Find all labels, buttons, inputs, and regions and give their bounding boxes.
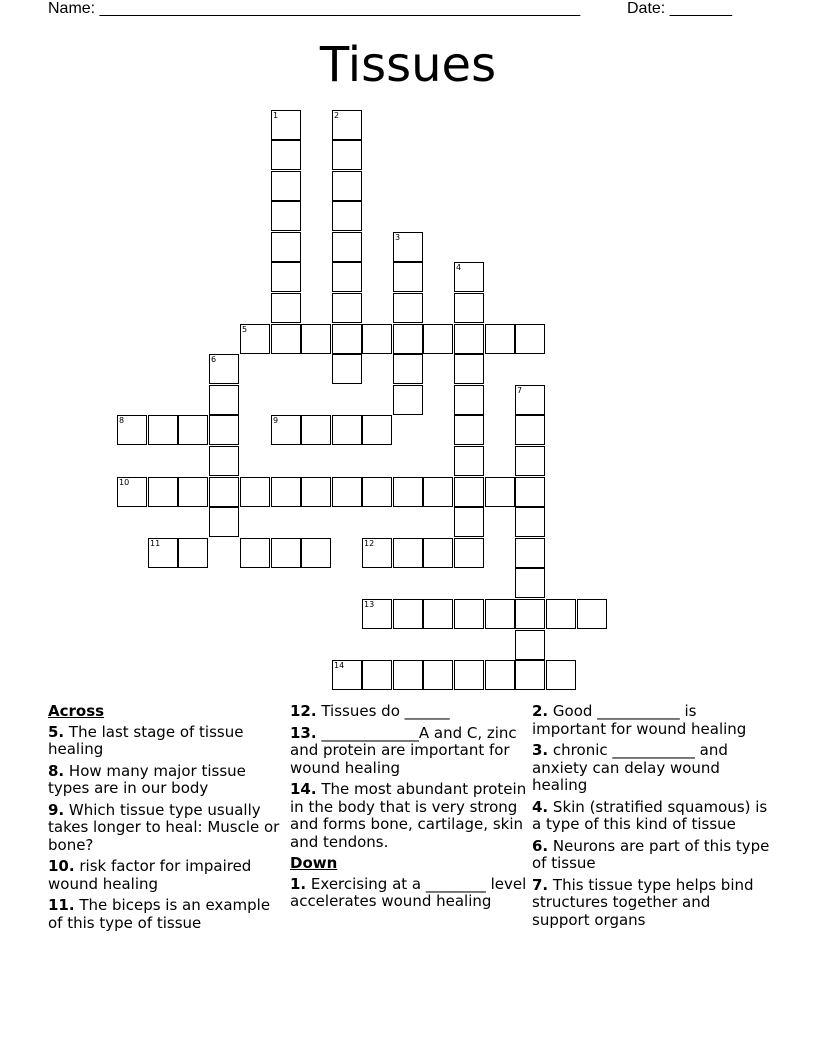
clue-across-5	[48, 724, 280, 759]
clues-column-2	[290, 703, 528, 915]
grid-cell[interactable]	[332, 110, 362, 140]
clue-across-14	[290, 781, 528, 851]
grid-cell[interactable]	[362, 599, 392, 629]
clue-number: 7.	[532, 875, 549, 894]
grid-cell[interactable]	[332, 660, 362, 690]
cell-number: 1	[273, 111, 279, 120]
grid-cell[interactable]	[515, 477, 545, 507]
grid-cell[interactable]	[393, 660, 423, 690]
grid-cell[interactable]	[454, 507, 484, 537]
grid-cell[interactable]	[209, 446, 239, 476]
grid-cell[interactable]	[240, 324, 270, 354]
grid-cell[interactable]	[393, 293, 423, 323]
grid-cell[interactable]	[332, 201, 362, 231]
clue-number: 8.	[48, 761, 65, 780]
clue-down-6	[532, 838, 772, 873]
grid-cell[interactable]	[148, 415, 178, 445]
grid-cell[interactable]	[515, 446, 545, 476]
grid-cell[interactable]	[209, 385, 239, 415]
clues-column-3	[532, 703, 772, 933]
clue-number: 5.	[48, 722, 65, 741]
grid-cell[interactable]	[178, 415, 208, 445]
clue-text: Which tissue type usually takes longer to heal: Muscle or bone?	[48, 800, 280, 854]
clue-text: chronic ___________ and anxiety can delay wound healing	[532, 741, 728, 794]
clue-text: Tissues do ______	[321, 702, 450, 720]
cell-number: 6	[211, 355, 217, 364]
across-heading: Across	[48, 702, 105, 720]
cell-number: 8	[119, 416, 125, 425]
grid-cell[interactable]	[332, 140, 362, 170]
clue-text: The biceps is an example of this type of tissue	[48, 896, 271, 932]
grid-cell[interactable]	[546, 660, 576, 690]
grid-cell[interactable]	[423, 477, 453, 507]
grid-cell[interactable]	[271, 232, 301, 262]
grid-cell[interactable]	[393, 477, 423, 507]
grid-cell[interactable]	[362, 660, 392, 690]
grid-cell[interactable]	[515, 538, 545, 568]
grid-cell[interactable]	[209, 477, 239, 507]
grid-cell[interactable]	[271, 201, 301, 231]
grid-cell[interactable]	[454, 415, 484, 445]
grid-cell[interactable]	[454, 293, 484, 323]
grid-cell[interactable]	[454, 354, 484, 384]
grid-cell[interactable]	[271, 293, 301, 323]
grid-cell[interactable]	[577, 599, 607, 629]
clue-text: This tissue type helps bind structures together and support organs	[532, 875, 754, 929]
grid-cell[interactable]	[148, 538, 178, 568]
cell-number: 10	[119, 478, 130, 487]
grid-cell[interactable]	[271, 171, 301, 201]
grid-cell[interactable]	[209, 415, 239, 445]
clue-text: Exercising at a ________ level accelerates wound healing	[290, 874, 527, 910]
grid-cell[interactable]	[485, 324, 515, 354]
clue-text: Skin (stratified squamous) is a type of this kind of tissue	[532, 797, 768, 833]
grid-cell[interactable]	[423, 660, 453, 690]
clue-number: 6.	[532, 836, 549, 855]
grid-cell[interactable]	[423, 599, 453, 629]
grid-cell[interactable]	[271, 110, 301, 140]
grid-cell[interactable]	[515, 568, 545, 598]
grid-cell[interactable]	[393, 354, 423, 384]
grid-cell[interactable]	[485, 660, 515, 690]
grid-cell[interactable]	[332, 232, 362, 262]
grid-cell[interactable]	[209, 507, 239, 537]
grid-cell[interactable]	[332, 415, 362, 445]
grid-cell[interactable]	[423, 538, 453, 568]
clue-text: risk factor for impaired wound healing	[48, 857, 252, 893]
grid-cell[interactable]	[423, 324, 453, 354]
clue-number: 1.	[290, 874, 307, 893]
clue-number: 14.	[290, 780, 317, 798]
grid-cell[interactable]	[393, 599, 423, 629]
grid-cell[interactable]	[271, 538, 301, 568]
grid-cell[interactable]	[362, 415, 392, 445]
grid-cell[interactable]	[515, 630, 545, 660]
grid-cell[interactable]	[362, 538, 392, 568]
cell-number: 11	[150, 539, 161, 548]
date-field[interactable]: Date: _______	[627, 0, 732, 17]
grid-cell[interactable]	[515, 415, 545, 445]
name-field[interactable]: Name: ______________________________________________________	[48, 0, 581, 17]
grid-cell[interactable]	[332, 171, 362, 201]
grid-cell[interactable]	[240, 538, 270, 568]
grid-cell[interactable]	[546, 599, 576, 629]
grid-cell[interactable]	[271, 324, 301, 354]
grid-cell[interactable]	[485, 477, 515, 507]
clue-down-2	[532, 703, 772, 738]
grid-cell[interactable]	[454, 538, 484, 568]
grid-cell[interactable]	[454, 324, 484, 354]
cell-number: 7	[517, 386, 523, 395]
grid-cell[interactable]	[271, 477, 301, 507]
clue-number: 12.	[290, 702, 317, 720]
grid-cell[interactable]	[454, 385, 484, 415]
cell-number: 5	[242, 325, 248, 334]
grid-cell[interactable]	[393, 262, 423, 292]
grid-cell[interactable]	[178, 477, 208, 507]
clue-across-12	[290, 703, 528, 721]
grid-cell[interactable]	[332, 477, 362, 507]
grid-cell[interactable]	[301, 324, 331, 354]
grid-cell[interactable]	[515, 324, 545, 354]
clue-down-7	[532, 877, 772, 930]
clue-across-11	[48, 897, 280, 932]
grid-cell[interactable]	[332, 324, 362, 354]
grid-cell[interactable]	[362, 324, 392, 354]
grid-cell[interactable]	[515, 385, 545, 415]
grid-cell[interactable]	[515, 507, 545, 537]
cell-number: 9	[273, 416, 279, 425]
cell-number: 3	[395, 233, 401, 242]
grid-cell[interactable]	[148, 477, 178, 507]
grid-cell[interactable]	[271, 262, 301, 292]
clue-text: How many major tissue types are in our body	[48, 761, 246, 797]
grid-cell[interactable]	[393, 538, 423, 568]
clue-number: 4.	[532, 797, 549, 816]
grid-cell[interactable]	[332, 262, 362, 292]
grid-cell[interactable]	[454, 477, 484, 507]
clue-text: Neurons are part of this type of tissue	[532, 836, 770, 872]
grid-cell[interactable]	[362, 477, 392, 507]
grid-cell[interactable]	[271, 140, 301, 170]
clues-column-1	[48, 703, 280, 936]
grid-cell[interactable]	[393, 232, 423, 262]
cell-number: 12	[364, 539, 375, 548]
clue-down-4	[532, 799, 772, 834]
clue-down-1	[290, 876, 528, 911]
grid-cell[interactable]	[393, 385, 423, 415]
grid-cell[interactable]	[485, 599, 515, 629]
cell-number: 2	[334, 111, 340, 120]
clue-number: 10.	[48, 857, 75, 875]
clue-number: 2.	[532, 702, 549, 720]
grid-cell[interactable]	[117, 415, 147, 445]
grid-cell[interactable]	[515, 660, 545, 690]
grid-cell[interactable]	[515, 599, 545, 629]
grid-cell[interactable]	[178, 538, 208, 568]
grid-cell[interactable]	[301, 538, 331, 568]
clue-down-3	[532, 742, 772, 795]
grid-cell[interactable]	[301, 415, 331, 445]
clue-across-13	[290, 725, 528, 778]
grid-cell[interactable]	[271, 415, 301, 445]
clue-number: 11.	[48, 896, 75, 914]
clue-number: 13.	[290, 723, 317, 742]
clue-across-8	[48, 763, 280, 798]
clue-text: _____________A and C, zinc and protein are important for wound healing	[290, 723, 517, 777]
down-heading: Down	[290, 854, 338, 872]
page-title: Tissues	[319, 37, 497, 93]
clue-number: 9.	[48, 800, 65, 819]
clue-across-9	[48, 802, 280, 855]
grid-cell[interactable]	[240, 477, 270, 507]
grid-cell[interactable]	[454, 446, 484, 476]
clue-number: 3.	[532, 741, 549, 759]
clue-text: The most abundant protein in the body that is very strong and forms bone, cartilage, skin and tendons.	[290, 780, 527, 851]
grid-cell[interactable]	[332, 354, 362, 384]
grid-cell[interactable]	[393, 324, 423, 354]
clue-text: The last stage of tissue healing	[48, 722, 244, 758]
grid-cell[interactable]	[332, 293, 362, 323]
grid-cell[interactable]	[454, 599, 484, 629]
clue-across-10	[48, 858, 280, 893]
cell-number: 14	[334, 661, 345, 670]
grid-cell[interactable]	[454, 660, 484, 690]
grid-cell[interactable]	[209, 354, 239, 384]
grid-cell[interactable]	[454, 262, 484, 292]
grid-cell[interactable]	[301, 477, 331, 507]
grid-cell[interactable]	[117, 477, 147, 507]
cell-number: 4	[456, 263, 462, 272]
cell-number: 13	[364, 600, 375, 609]
clue-text: Good ___________ is important for wound healing	[532, 702, 747, 738]
